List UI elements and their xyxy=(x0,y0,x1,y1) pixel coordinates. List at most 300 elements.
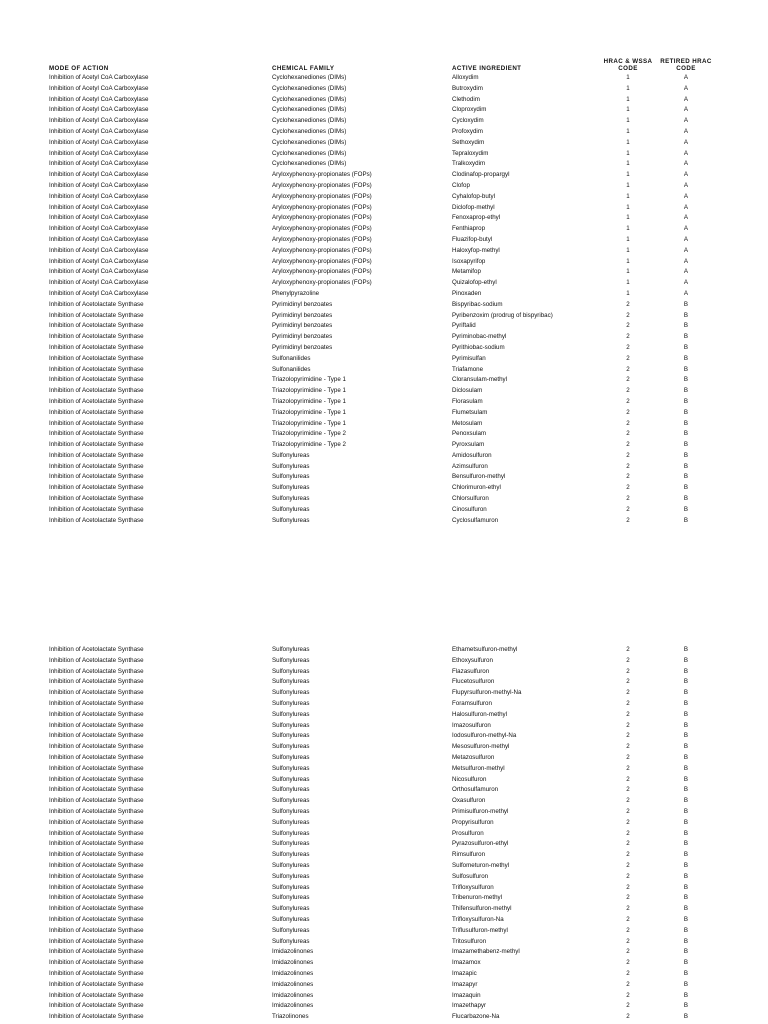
mode-of-action-cell: Inhibition of Acetyl CoA Carboxylase xyxy=(49,160,149,168)
chemical-family-cell: Cyclohexanediones (DIMs) xyxy=(272,117,347,125)
mode-of-action-cell: Inhibition of Acetyl CoA Carboxylase xyxy=(49,171,149,179)
chemical-family-cell: Sulfonylureas xyxy=(272,764,310,772)
active-ingredient-cell: Imazaquin xyxy=(452,991,481,999)
mode-of-action-cell: Inhibition of Acetolactate Synthase xyxy=(49,818,144,826)
table-row xyxy=(0,462,768,473)
hrac-code-cell: 2 xyxy=(626,656,630,664)
chemical-family-cell: Phenylpyrazoline xyxy=(272,289,320,297)
active-ingredient-cell: Bispyribac-sodium xyxy=(452,300,503,308)
mode-of-action-cell: Inhibition of Acetolactate Synthase xyxy=(49,376,144,384)
mode-of-action-cell: Inhibition of Acetolactate Synthase xyxy=(49,495,144,503)
mode-of-action-cell: Inhibition of Acetolactate Synthase xyxy=(49,883,144,891)
table-row xyxy=(0,926,768,937)
chemical-family-cell: Sulfonylureas xyxy=(272,775,310,783)
active-ingredient-cell: Pyrithiobac-sodium xyxy=(452,343,505,351)
active-ingredient-cell: Flucarbazone-Na xyxy=(452,1013,500,1021)
active-ingredient-cell: Cloransulam-methyl xyxy=(452,376,508,384)
table-row xyxy=(0,127,768,138)
hrac-code-cell: 2 xyxy=(626,937,630,945)
hrac-code-cell: 1 xyxy=(626,225,630,233)
chemical-family-cell: Sulfonylureas xyxy=(272,710,310,718)
table-row xyxy=(0,505,768,516)
table-row xyxy=(0,267,768,278)
table-row xyxy=(0,991,768,1002)
active-ingredient-header: ACTIVE INGREDIENT xyxy=(452,65,522,72)
retired-code-cell: B xyxy=(683,991,689,999)
retired-code-cell: B xyxy=(683,915,689,923)
table-row xyxy=(0,688,768,699)
active-ingredient-cell: Haloxyfop-methyl xyxy=(452,246,500,254)
mode-of-action-cell: Inhibition of Acetolactate Synthase xyxy=(49,969,144,977)
active-ingredient-cell: Metsulfuron-methyl xyxy=(452,764,505,772)
hrac-code-cell: 1 xyxy=(626,74,630,81)
table-row xyxy=(0,170,768,181)
mode-of-action-cell: Inhibition of Acetolactate Synthase xyxy=(49,387,144,395)
mode-of-action-cell: Inhibition of Acetolactate Synthase xyxy=(49,829,144,837)
table-row xyxy=(0,872,768,883)
retired-code-cell: A xyxy=(683,160,689,168)
retired-code-cell: B xyxy=(683,959,689,967)
hrac-code-cell: 2 xyxy=(626,840,630,848)
retired-code-cell: B xyxy=(683,1013,689,1021)
chemical-family-cell: Triazolinones xyxy=(272,1013,309,1021)
active-ingredient-cell: Foramsulfuron xyxy=(452,699,492,707)
chemical-family-cell: Triazolopyrimidine - Type 1 xyxy=(272,376,346,384)
retired-code-cell: B xyxy=(683,343,689,351)
active-ingredient-cell: Diclofop-methyl xyxy=(452,203,495,211)
mode-of-action-cell: Inhibition of Acetolactate Synthase xyxy=(49,894,144,902)
table-row xyxy=(0,516,768,527)
table-row xyxy=(0,300,768,311)
mode-of-action-cell: Inhibition of Acetolactate Synthase xyxy=(49,991,144,999)
active-ingredient-cell: Cloproxydim xyxy=(452,106,487,114)
retired-code-cell: B xyxy=(683,311,689,319)
table-row xyxy=(0,818,768,829)
mode-of-action-cell: Inhibition of Acetolactate Synthase xyxy=(49,430,144,438)
mode-of-action-cell: Inhibition of Acetolactate Synthase xyxy=(49,646,144,653)
table-row xyxy=(0,451,768,462)
hrac-code-cell: 2 xyxy=(626,969,630,977)
hrac-header-line2: CODE xyxy=(618,65,638,72)
chemical-family-cell: Sulfonylureas xyxy=(272,495,310,503)
mode-of-action-cell: Inhibition of Acetyl CoA Carboxylase xyxy=(49,257,149,265)
retired-code-cell: B xyxy=(683,829,689,837)
table-row xyxy=(0,343,768,354)
mode-of-action-cell: Inhibition of Acetolactate Synthase xyxy=(49,1002,144,1010)
mode-of-action-cell: Inhibition of Acetyl CoA Carboxylase xyxy=(49,246,149,254)
chemical-family-cell: Sulfonanilides xyxy=(272,365,311,373)
hrac-code-cell: 2 xyxy=(626,451,630,459)
chemical-family-cell: Triazolopyrimidine - Type 1 xyxy=(272,397,346,405)
active-ingredient-cell: Clethodim xyxy=(452,95,480,103)
retired-code-cell: B xyxy=(683,883,689,891)
mode-of-action-cell: Inhibition of Acetyl CoA Carboxylase xyxy=(49,117,149,125)
retired-code-cell: B xyxy=(683,926,689,934)
mode-of-action-cell: Inhibition of Acetolactate Synthase xyxy=(49,505,144,513)
chemical-family-cell: Sulfonylureas xyxy=(272,851,310,859)
active-ingredient-cell: Oxasulfuron xyxy=(452,797,486,805)
table-row xyxy=(0,84,768,95)
chemical-family-cell: Aryloxyphenoxy-propionates (FOPs) xyxy=(272,235,372,243)
table-row xyxy=(0,775,768,786)
active-ingredient-cell: Iodosulfuron-methyl-Na xyxy=(452,732,517,740)
mode-of-action-cell: Inhibition of Acetolactate Synthase xyxy=(49,441,144,449)
hrac-code-cell: 1 xyxy=(626,203,630,211)
retired-code-cell: B xyxy=(683,948,689,956)
chemical-family-cell: Sulfonylureas xyxy=(272,926,310,934)
active-ingredient-cell: Fenoxaprop-ethyl xyxy=(452,214,501,222)
active-ingredient-cell: Metazosulfuron xyxy=(452,753,495,761)
table-row xyxy=(0,677,768,688)
hrac-code-cell: 2 xyxy=(626,905,630,913)
retired-code-cell: B xyxy=(683,387,689,395)
table-row xyxy=(0,839,768,850)
active-ingredient-cell: Flupyrsulfuron-methyl-Na xyxy=(452,689,522,697)
hrac-code-cell: 1 xyxy=(626,246,630,254)
retired-code-cell: B xyxy=(683,710,689,718)
chemical-family-cell: Sulfonylureas xyxy=(272,462,310,470)
active-ingredient-cell: Penoxsulam xyxy=(452,430,487,438)
chemical-family-cell: Sulfonanilides xyxy=(272,354,311,362)
active-ingredient-cell: Flucetosulfuron xyxy=(452,678,495,686)
mode-of-action-cell: Inhibition of Acetolactate Synthase xyxy=(49,710,144,718)
chemical-family-cell: Sulfonylureas xyxy=(272,840,310,848)
hrac-code-cell: 2 xyxy=(626,829,630,837)
hrac-code-cell: 2 xyxy=(626,851,630,859)
mode-of-action-cell: Inhibition of Acetolactate Synthase xyxy=(49,343,144,351)
chemical-family-cell: Aryloxyphenoxy-propionates (FOPs) xyxy=(272,192,372,200)
table-row xyxy=(0,375,768,386)
mode-of-action-cell: Inhibition of Acetyl CoA Carboxylase xyxy=(49,225,149,233)
hrac-code-cell: 1 xyxy=(626,95,630,103)
retired-code-cell: B xyxy=(683,376,689,384)
hrac-code-cell: 2 xyxy=(626,678,630,686)
active-ingredient-cell: Cinosulfuron xyxy=(452,505,487,513)
retired-code-cell: B xyxy=(683,408,689,416)
table-row xyxy=(0,893,768,904)
retired-code-cell: A xyxy=(683,149,689,157)
active-ingredient-cell: Chlorimuron-ethyl xyxy=(452,484,501,492)
mode-of-action-cell: Inhibition of Acetolactate Synthase xyxy=(49,732,144,740)
hrac-code-cell: 1 xyxy=(626,235,630,243)
table-row xyxy=(0,354,768,365)
retired-code-cell: A xyxy=(683,171,689,179)
retired-code-cell: A xyxy=(683,203,689,211)
mode-of-action-cell: Inhibition of Acetolactate Synthase xyxy=(49,322,144,330)
hrac-code-cell: 2 xyxy=(626,667,630,675)
hrac-code-cell: 2 xyxy=(626,915,630,923)
hrac-code-cell: 2 xyxy=(626,376,630,384)
mode-of-action-cell: Inhibition of Acetolactate Synthase xyxy=(49,721,144,729)
chemical-family-cell: Aryloxyphenoxy-propionates (FOPs) xyxy=(272,171,372,179)
active-ingredient-cell: Amidosulfuron xyxy=(452,451,492,459)
active-ingredient-cell: Chlorsulfuron xyxy=(452,495,489,503)
hrac-code-cell: 2 xyxy=(626,1013,630,1021)
chemical-family-cell: Pyrimidinyl benzoates xyxy=(272,343,333,351)
retired-code-cell: A xyxy=(683,225,689,233)
retired-code-cell: A xyxy=(683,192,689,200)
mode-of-action-cell: Inhibition of Acetolactate Synthase xyxy=(49,851,144,859)
mode-of-action-cell: Inhibition of Acetolactate Synthase xyxy=(49,516,144,524)
table-row xyxy=(0,138,768,149)
retired-header-line2: CODE xyxy=(676,65,696,72)
table-row xyxy=(0,980,768,991)
chemical-family-cell: Pyrimidinyl benzoates xyxy=(272,300,333,308)
hrac-code-cell: 1 xyxy=(626,117,630,125)
active-ingredient-cell: Primisulfuron-methyl xyxy=(452,807,509,815)
hrac-code-cell: 2 xyxy=(626,732,630,740)
table-row xyxy=(0,397,768,408)
table-row xyxy=(0,105,768,116)
hrac-code-cell: 2 xyxy=(626,948,630,956)
retired-code-cell: A xyxy=(683,127,689,135)
active-ingredient-cell: Fluazifop-butyl xyxy=(452,235,493,243)
mode-of-action-cell: Inhibition of Acetolactate Synthase xyxy=(49,764,144,772)
hrac-code-cell: 1 xyxy=(626,84,630,92)
chemical-family-cell: Sulfonylureas xyxy=(272,753,310,761)
chemical-family-cell: Cyclohexanediones (DIMs) xyxy=(272,74,347,81)
table-row xyxy=(0,645,768,656)
active-ingredient-cell: Sulfometuron-methyl xyxy=(452,861,510,869)
mode-of-action-cell: Inhibition of Acetolactate Synthase xyxy=(49,451,144,459)
hrac-code-cell: 2 xyxy=(626,462,630,470)
retired-code-cell: B xyxy=(683,764,689,772)
active-ingredient-cell: Pyribenzoxim (prodrug of bispyribac) xyxy=(452,311,553,319)
table-row xyxy=(0,494,768,505)
table-row xyxy=(0,181,768,192)
hrac-code-cell: 2 xyxy=(626,441,630,449)
table-row xyxy=(0,408,768,419)
active-ingredient-cell: Thifensulfuron-methyl xyxy=(452,905,512,913)
chemical-family-cell: Imidazolinones xyxy=(272,948,314,956)
mode-of-action-cell: Inhibition of Acetolactate Synthase xyxy=(49,354,144,362)
active-ingredient-cell: Tralkoxydim xyxy=(452,160,486,168)
active-ingredient-cell: Imazapyr xyxy=(452,980,478,988)
retired-code-cell: B xyxy=(683,484,689,492)
active-ingredient-cell: Trifloxysulfuron xyxy=(452,883,494,891)
mode-of-action-cell: Inhibition of Acetolactate Synthase xyxy=(49,484,144,492)
active-ingredient-cell: Isoxapyrifop xyxy=(452,257,486,265)
retired-code-cell: B xyxy=(683,937,689,945)
mode-of-action-cell: Inhibition of Acetolactate Synthase xyxy=(49,365,144,373)
active-ingredient-cell: Imazamox xyxy=(452,959,481,967)
retired-code-cell: B xyxy=(683,753,689,761)
hrac-code-cell: 1 xyxy=(626,181,630,189)
hrac-code-cell: 1 xyxy=(626,214,630,222)
retired-code-cell: A xyxy=(683,117,689,125)
mode-of-action-cell: Inhibition of Acetolactate Synthase xyxy=(49,775,144,783)
active-ingredient-cell: Propyrisulfuron xyxy=(452,818,494,826)
hrac-code-cell: 2 xyxy=(626,333,630,341)
active-ingredient-cell: Pyrimisulfan xyxy=(452,354,486,362)
hrac-code-cell: 2 xyxy=(626,764,630,772)
chemical-family-cell: Imidazolinones xyxy=(272,1002,314,1010)
hrac-code-cell: 2 xyxy=(626,883,630,891)
mode-of-action-cell: Inhibition of Acetolactate Synthase xyxy=(49,807,144,815)
chemical-family-cell: Sulfonylureas xyxy=(272,678,310,686)
hrac-code-cell: 2 xyxy=(626,775,630,783)
chemical-family-cell: Sulfonylureas xyxy=(272,829,310,837)
mode-of-action-cell: Inhibition of Acetolactate Synthase xyxy=(49,980,144,988)
retired-code-cell: B xyxy=(683,980,689,988)
mode-of-action-cell: Inhibition of Acetolactate Synthase xyxy=(49,861,144,869)
hrac-code-cell: 2 xyxy=(626,387,630,395)
chemical-family-cell: Triazolopyrimidine - Type 1 xyxy=(272,408,346,416)
table-row xyxy=(0,764,768,775)
table-row xyxy=(0,753,768,764)
table-row xyxy=(0,203,768,214)
hrac-code-cell: 2 xyxy=(626,699,630,707)
active-ingredient-cell: Pyrazosulfuron-ethyl xyxy=(452,840,509,848)
retired-code-cell: B xyxy=(683,516,689,524)
active-ingredient-cell: Bensulfuron-methyl xyxy=(452,473,506,481)
chemical-family-cell: Triazolopyrimidine - Type 1 xyxy=(272,419,346,427)
hrac-code-cell: 2 xyxy=(626,1002,630,1010)
chemical-family-cell: Sulfonylureas xyxy=(272,861,310,869)
chemical-family-cell: Sulfonylureas xyxy=(272,797,310,805)
mode-of-action-cell: Inhibition of Acetolactate Synthase xyxy=(49,840,144,848)
hrac-code-cell: 2 xyxy=(626,872,630,880)
table-row xyxy=(0,365,768,376)
retired-code-cell: B xyxy=(683,354,689,362)
hrac-code-cell: 1 xyxy=(626,106,630,114)
retired-code-cell: B xyxy=(683,678,689,686)
table-row xyxy=(0,246,768,257)
chemical-family-cell: Sulfonylureas xyxy=(272,721,310,729)
chemical-family-cell: Pyrimidinyl benzoates xyxy=(272,311,333,319)
active-ingredient-cell: Pinoxaden xyxy=(452,289,482,297)
table-row xyxy=(0,904,768,915)
hrac-code-cell: 2 xyxy=(626,689,630,697)
mode-of-action-cell: Inhibition of Acetolactate Synthase xyxy=(49,300,144,308)
mode-of-action-cell: Inhibition of Acetyl CoA Carboxylase xyxy=(49,192,149,200)
chemical-family-header: CHEMICAL FAMILY xyxy=(272,65,335,72)
hrac-code-cell: 2 xyxy=(626,354,630,362)
hrac-code-cell: 1 xyxy=(626,171,630,179)
table-row xyxy=(0,656,768,667)
table-row xyxy=(0,116,768,127)
table-body-page-2 xyxy=(0,645,768,1023)
retired-code-cell: A xyxy=(683,235,689,243)
chemical-family-cell: Sulfonylureas xyxy=(272,516,310,524)
mode-of-action-cell: Inhibition of Acetolactate Synthase xyxy=(49,915,144,923)
active-ingredient-cell: Florasulam xyxy=(452,397,483,405)
chemical-family-cell: Aryloxyphenoxy-propionates (FOPs) xyxy=(272,268,372,276)
hrac-code-cell: 2 xyxy=(626,495,630,503)
chemical-family-cell: Sulfonylureas xyxy=(272,656,310,664)
active-ingredient-cell: Pyroxsulam xyxy=(452,441,485,449)
table-row xyxy=(0,289,768,300)
chemical-family-cell: Sulfonylureas xyxy=(272,915,310,923)
hrac-code-cell: 2 xyxy=(626,861,630,869)
active-ingredient-cell: Imazapic xyxy=(452,969,477,977)
mode-of-action-cell: Inhibition of Acetyl CoA Carboxylase xyxy=(49,181,149,189)
active-ingredient-cell: Cycloxydim xyxy=(452,117,484,125)
mode-of-action-cell: Inhibition of Acetyl CoA Carboxylase xyxy=(49,279,149,287)
hrac-code-cell: 2 xyxy=(626,322,630,330)
retired-header-line1: RETIRED HRAC xyxy=(660,58,712,65)
mode-of-action-cell: Inhibition of Acetolactate Synthase xyxy=(49,926,144,934)
hrac-code-cell: 1 xyxy=(626,268,630,276)
table-body-page-1 xyxy=(0,73,768,526)
chemical-family-cell: Sulfonylureas xyxy=(272,484,310,492)
retired-code-header xyxy=(655,58,717,72)
table-row xyxy=(0,1012,768,1023)
hrac-code-cell: 1 xyxy=(626,192,630,200)
retired-code-cell: B xyxy=(683,872,689,880)
retired-code-cell: B xyxy=(683,969,689,977)
retired-code-cell: A xyxy=(683,214,689,222)
chemical-family-cell: Triazolopyrimidine - Type 2 xyxy=(272,430,346,438)
retired-code-cell: B xyxy=(683,689,689,697)
mode-of-action-cell: Inhibition of Acetolactate Synthase xyxy=(49,333,144,341)
table-row xyxy=(0,969,768,980)
retired-code-cell: A xyxy=(683,84,689,92)
retired-code-cell: B xyxy=(683,807,689,815)
chemical-family-cell: Sulfonylureas xyxy=(272,689,310,697)
retired-code-cell: A xyxy=(683,268,689,276)
retired-code-cell: B xyxy=(683,505,689,513)
hrac-code-cell: 2 xyxy=(626,991,630,999)
retired-code-cell: A xyxy=(683,181,689,189)
table-row xyxy=(0,321,768,332)
active-ingredient-cell: Azimsulfuron xyxy=(452,462,488,470)
active-ingredient-cell: Alloxydim xyxy=(452,74,479,81)
mode-of-action-cell: Inhibition of Acetolactate Synthase xyxy=(49,797,144,805)
hrac-code-cell: 2 xyxy=(626,365,630,373)
active-ingredient-cell: Tepraloxydim xyxy=(452,149,489,157)
retired-code-cell: B xyxy=(683,894,689,902)
chemical-family-cell: Aryloxyphenoxy-propionates (FOPs) xyxy=(272,225,372,233)
retired-code-cell: B xyxy=(683,905,689,913)
chemical-family-cell: Sulfonylureas xyxy=(272,699,310,707)
chemical-family-cell: Sulfonylureas xyxy=(272,646,310,653)
active-ingredient-cell: Imazethapyr xyxy=(452,1002,487,1010)
mode-of-action-cell: Inhibition of Acetolactate Synthase xyxy=(49,959,144,967)
table-row xyxy=(0,915,768,926)
hrac-code-cell: 1 xyxy=(626,138,630,146)
retired-code-cell: B xyxy=(683,430,689,438)
hrac-code-cell: 2 xyxy=(626,926,630,934)
chemical-family-cell: Aryloxyphenoxy-propionates (FOPs) xyxy=(272,214,372,222)
mode-of-action-cell: Inhibition of Acetyl CoA Carboxylase xyxy=(49,235,149,243)
active-ingredient-cell: Pyriftalid xyxy=(452,322,476,330)
retired-code-cell: B xyxy=(683,840,689,848)
chemical-family-cell: Cyclohexanediones (DIMs) xyxy=(272,84,347,92)
mode-of-action-cell: Inhibition of Acetyl CoA Carboxylase xyxy=(49,289,149,297)
retired-code-cell: B xyxy=(683,473,689,481)
table-row xyxy=(0,472,768,483)
retired-code-cell: B xyxy=(683,451,689,459)
retired-code-cell: B xyxy=(683,495,689,503)
retired-code-cell: B xyxy=(683,646,689,653)
chemical-family-cell: Sulfonylureas xyxy=(272,786,310,794)
active-ingredient-cell: Tribenuron-methyl xyxy=(452,894,502,902)
retired-code-cell: A xyxy=(683,106,689,114)
mode-of-action-cell: Inhibition of Acetyl CoA Carboxylase xyxy=(49,74,149,81)
table-row xyxy=(0,796,768,807)
chemical-family-cell: Pyrimidinyl benzoates xyxy=(272,333,333,341)
chemical-family-cell: Sulfonylureas xyxy=(272,905,310,913)
retired-code-cell: B xyxy=(683,300,689,308)
hrac-code-cell: 2 xyxy=(626,646,630,653)
retired-code-cell: B xyxy=(683,786,689,794)
hrac-code-cell: 2 xyxy=(626,980,630,988)
retired-code-cell: B xyxy=(683,1002,689,1010)
chemical-family-cell: Imidazolinones xyxy=(272,980,314,988)
retired-code-cell: B xyxy=(683,656,689,664)
retired-code-cell: A xyxy=(683,257,689,265)
